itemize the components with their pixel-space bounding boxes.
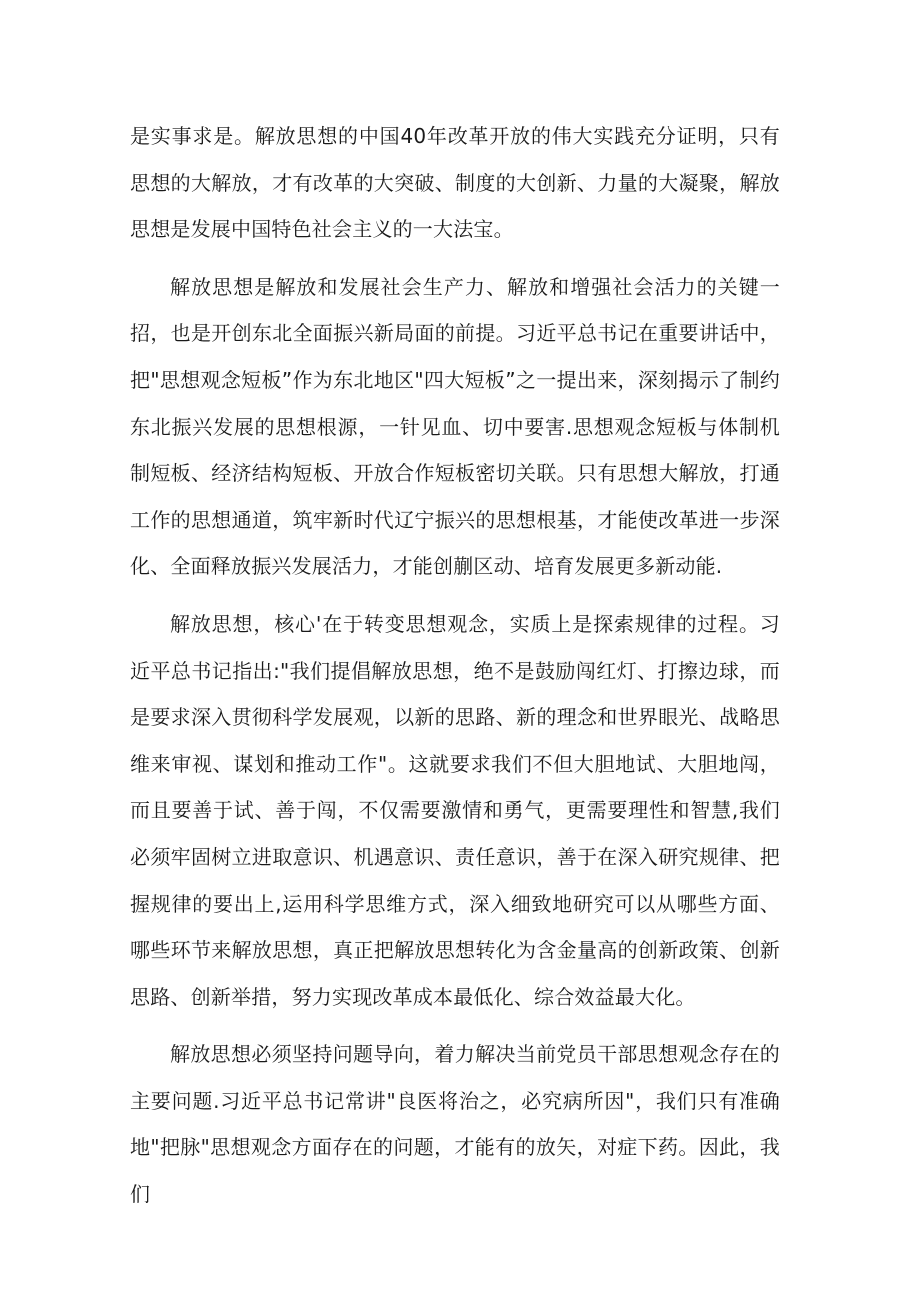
document-page	[130, 113, 780, 1218]
paragraph-liberation-productivity: 解放思想是解放和发展社会生产力、解放和增强社会活力的关键一招，也是开创东北全面振兴新局面的前提。习近平总书记在重要讲话中，把"思想观念短板”作为东北地区"四大短板”之一提出来，深刻揭示了制约东北振兴发展的思想根源，一针见血、切中要害.思想观念短板与体制机制短板、经济结构短板、开放合作短板密切关联。只有思想大解放，打通工作的思想通道，筑牢新时代辽宁振兴的思想根基，才能使改革进一步深化、全面释放振兴发展活力，才能创蒯区动、培育发展更多新动能.	[130, 274, 780, 579]
paragraph-continuation: 是实事求是。解放思想的中国40年改革开放的伟大实践充分证明，只有思想的大解放，才有改革的大突破、制度的大创新、力量的大凝聚，解放思想是发展中国特色社会主义的一大法宝。	[130, 124, 780, 242]
paragraph-problem-orientation: 解放思想必须坚持问题导向，着力解决当前党员干部思想观念存在的主要问题.习近平总书记常讲"良医将治之，必究病所因"，我们只有准确地"把脉"思想观念方面存在的问题，才能有的放矢，对症下药。因此，我们	[130, 1042, 780, 1207]
paragraph-core-concept: 解放思想，核心'在于转变思想观念，实质上是探索规律的过程。习近平总书记指出:"我们提倡解放思想，绝不是鼓励闯红灯、打擦边球，而是要求深入贯彻科学发展观，以新的思路、新的理念和世界眼光、战略思维来审视、谋划和推动工作"。这就要求我们不但大胆地试、大胆地闯，而且要善于试、善于闯，不仅需要激情和勇气，更需要理性和智慧,我们必须牢固树立进取意识、机遇意识、责任意识，善于在深入研究规律、把握规律的要出上,运用科学思维方式，深入细致地研究可以从哪些方面、哪些环节来解放思想，真正把解放思想转化为含金量高的创新政策、创新思路、创新举措，努力实现改革成本最低化、综合效益最大化。	[130, 611, 780, 1009]
